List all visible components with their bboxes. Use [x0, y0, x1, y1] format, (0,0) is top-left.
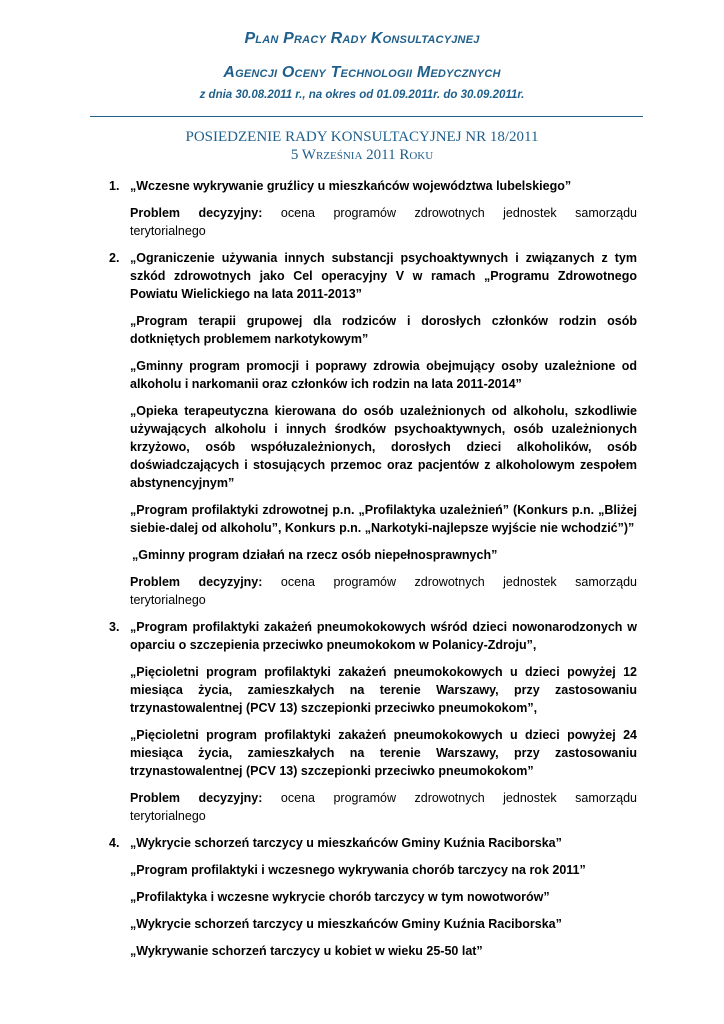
decision-problem	[130, 573, 637, 609]
program-title: „Program profilaktyki zdrowotnej p.n. „Profilaktyka uzależnień” (Konkurs p.n. „Bliżej siebie-dalej od alkoholu”, Konkurs p.n. „Narkotyki-najlepsze wyjście nie wchodzić”)”	[130, 503, 637, 535]
program-title: „Gminny program promocji i poprawy zdrowia obejmujący osoby uzależnione od alkoholu i narkomanii oraz członków ich rodzin na lata 2011-2014”	[130, 359, 637, 391]
decision-problem-text-cont: terytorialnego	[130, 809, 206, 823]
item-number: 4.	[109, 836, 120, 850]
document-title-line-2: Agencji Oceny Technologii Medycznych	[223, 64, 501, 81]
program-title: „Gminny program działań na rzecz osób niepełnosprawnych”	[132, 548, 498, 562]
program-title: „Wykrywanie schorzeń tarczycy u kobiet w wieku 25-50 lat”	[130, 944, 483, 958]
meeting-date: 5 Września 2011 Roku	[290, 147, 434, 163]
program-title: „Wykrycie schorzeń tarczycy u mieszkańców Gminy Kuźnia Raciborska”	[130, 836, 562, 850]
program-title: „Profilaktyka i wczesne wykrycie chorób tarczycy w tym nowotworów”	[130, 890, 550, 904]
decision-problem	[130, 789, 637, 825]
program-title: „Program terapii grupowej dla rodziców i dorosłych członków rodzin osób dotkniętych problemem narkotykowym”	[130, 314, 637, 346]
program-title: „Opieka terapeutyczna kierowana do osób uzależnionych od alkoholu, szkodliwie używających alkoholu i innych środków psychoaktywnych, osób uzależnionych krzyżowo, osób współuzależnionych, dorosłych dzieci alkoholików, osób doświadczających i stosujących przemoc oraz pacjentów z alkoholowym zespołem abstynencyjnym”	[130, 404, 637, 490]
program-title: „Wykrycie schorzeń tarczycy u mieszkańców Gminy Kuźnia Raciborska”	[130, 917, 562, 931]
program-title: „Wczesne wykrywanie gruźlicy u mieszkańców województwa lubelskiego”	[130, 179, 572, 193]
agenda-item-2	[109, 249, 637, 609]
decision-problem-label: Problem decyzyjny:	[130, 791, 263, 805]
meeting-title: POSIEDZENIE RADY KONSULTACYJNEJ NR 18/2011	[185, 129, 539, 145]
item-number: 2.	[109, 251, 120, 265]
decision-problem	[130, 204, 637, 240]
header-divider	[90, 116, 643, 117]
decision-problem-text: ocena programów zdrowotnych jednostek samorządu	[280, 206, 637, 220]
agenda-item-4	[109, 834, 637, 960]
decision-problem-text: ocena programów zdrowotnych jednostek samorządu	[280, 575, 637, 589]
decision-problem-text-cont: terytorialnego	[130, 593, 206, 607]
agenda-item-3	[109, 618, 637, 825]
program-title: „Ograniczenie używania innych substancji psychoaktywnych i związanych z tym szkód zdrowotnych jako Cel operacyjny V w ramach „Programu Zdrowotnego Powiatu Wielickiego na lata 2011-2013”	[130, 251, 637, 301]
decision-problem-label: Problem decyzyjny:	[130, 206, 263, 220]
decision-problem-label: Problem decyzyjny:	[130, 575, 263, 589]
decision-problem-text-cont: terytorialnego	[130, 224, 206, 238]
item-number: 3.	[109, 620, 120, 634]
agenda-item-1	[109, 177, 637, 240]
document-title-line-1: Plan Pracy Rady Konsultacyjnej	[244, 30, 480, 47]
agenda-list	[109, 177, 637, 969]
program-title: „Pięcioletni program profilaktyki zakażeń pneumokokowych u dzieci powyżej 24 miesiąca życia, zamieszkałych na terenie Warszawy, przy zastosowaniu trzynastowalentnej (PCV 13) szczepionki przeciwko pneumokokom”	[130, 728, 637, 778]
program-title: „Program profilaktyki zakażeń pneumokokowych wśród dzieci nowonarodzonych w oparciu o szczepienia przeciwko pneumokokom w Polanicy-Zdroju”,	[130, 620, 637, 652]
decision-problem-text: ocena programów zdrowotnych jednostek samorządu	[280, 791, 637, 805]
item-number: 1.	[109, 179, 120, 193]
program-title: „Program profilaktyki i wczesnego wykrywania chorób tarczycy na rok 2011”	[130, 863, 586, 877]
document-date-range: z dnia 30.08.2011 r., na okres od 01.09.2011r. do 30.09.2011r.	[199, 89, 525, 101]
program-title: „Pięcioletni program profilaktyki zakażeń pneumokokowych u dzieci powyżej 12 miesiąca życia, zamieszkałych na terenie Warszawy, przy zastosowaniu trzynastowalentnej (PCV 13) szczepionki przeciwko pneumokokom”,	[130, 665, 637, 715]
